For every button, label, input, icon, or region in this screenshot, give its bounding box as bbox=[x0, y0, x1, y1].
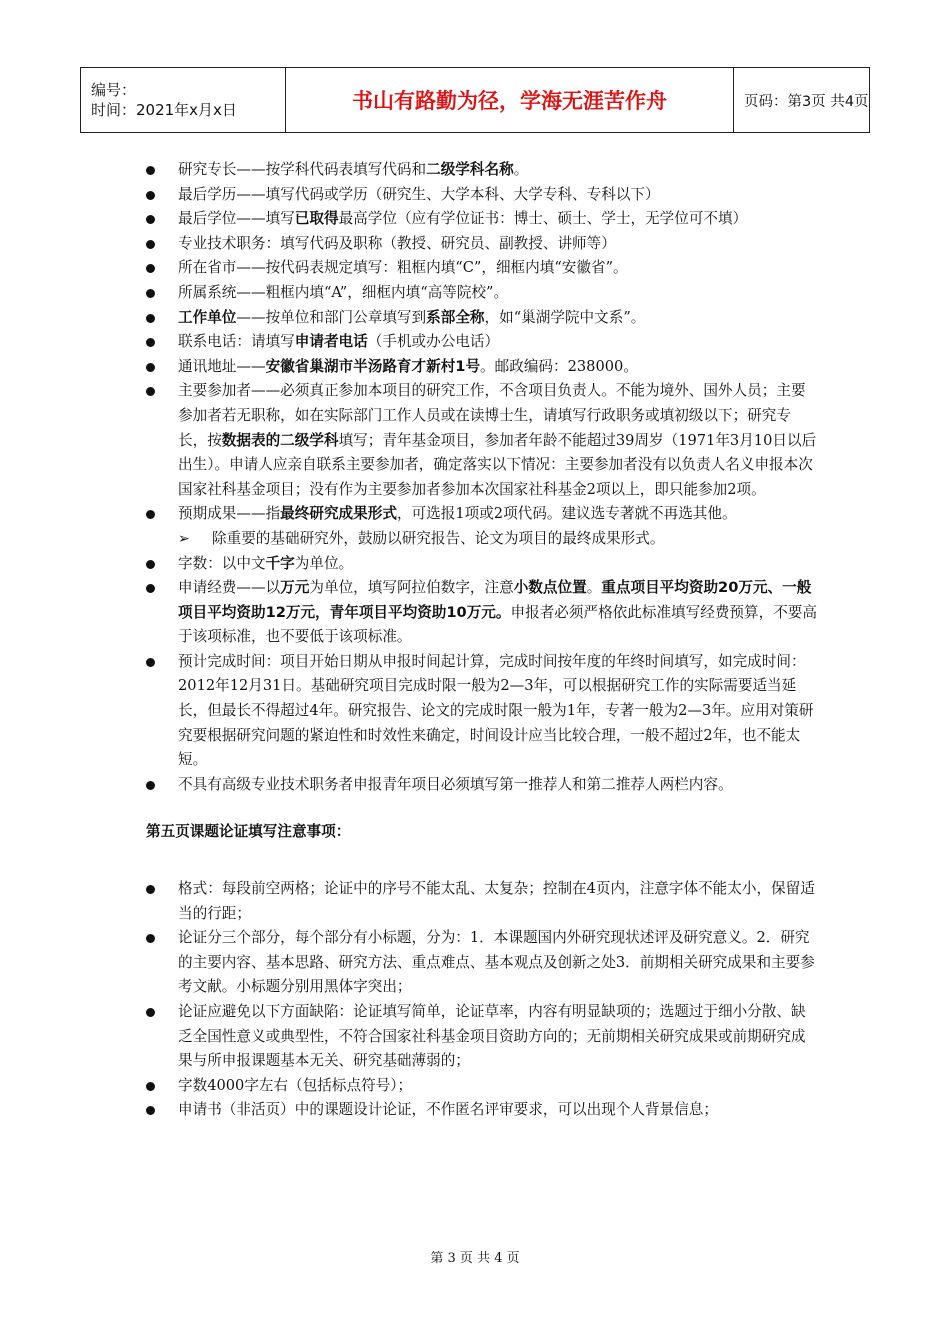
bold-text: 千字 bbox=[265, 554, 295, 572]
bullet-dot-icon bbox=[146, 387, 155, 396]
bullet-dot-icon bbox=[146, 510, 155, 519]
bullet-dot-icon bbox=[146, 240, 155, 249]
list-item bbox=[146, 207, 818, 232]
item-text: 。邮政编码：238000。 bbox=[480, 357, 638, 375]
bullet-dot-icon bbox=[146, 363, 155, 372]
list-item bbox=[146, 355, 818, 380]
bullet-dot-icon bbox=[146, 191, 155, 200]
bold-text: 已取得 bbox=[294, 210, 339, 228]
item-text: 通讯地址—— bbox=[178, 357, 266, 375]
item-text: 研究专长——按学科代码表填写代码和 bbox=[178, 161, 427, 178]
header-motto-cell bbox=[286, 68, 734, 132]
item-text: 申报者必须严格依此标准填写经费预算，不要高于该项标准，也不要低于该项标准。 bbox=[178, 603, 817, 646]
bold-text: 最终研究成果形式 bbox=[280, 505, 397, 523]
sub-item-text: 除重要的基础研究外，鼓励以研究报告、论文为项目的最终成果形式。 bbox=[212, 529, 665, 547]
bullet-dot-icon bbox=[146, 658, 155, 667]
item-text: 。 bbox=[586, 579, 602, 597]
bullet-dot-icon bbox=[146, 338, 155, 347]
item-text: ——按单位和部门公章填写到 bbox=[236, 308, 427, 326]
bullet-dot-icon bbox=[146, 584, 155, 593]
list-item bbox=[146, 926, 818, 1000]
list-item bbox=[146, 158, 818, 183]
header-table bbox=[80, 67, 870, 133]
bullet-dot-icon bbox=[146, 314, 155, 323]
document-body bbox=[146, 158, 818, 1123]
item-text: 最高学位（应有学位证书：博士、硕士、学士，无学位可不填） bbox=[338, 210, 748, 228]
item-text: 申请书（非活页）中的课题设计论证，不作匿名评审要求，可以出现个人背景信息； bbox=[178, 1101, 718, 1119]
list-item bbox=[146, 773, 818, 798]
sub-list-item bbox=[146, 527, 818, 552]
bullet-dot-icon bbox=[146, 1008, 155, 1017]
bullet-dot-icon bbox=[146, 289, 155, 298]
motto: 书山有路勤为径，学海无涯苦作舟 bbox=[352, 89, 667, 113]
bold-text: 工作单位 bbox=[178, 308, 237, 326]
bold-text: 申请者电话 bbox=[294, 333, 368, 351]
bullet-dot-icon bbox=[146, 166, 155, 175]
list-item bbox=[146, 576, 818, 650]
bold-text: 安徽省巢湖市半汤路育才新村1号 bbox=[265, 357, 481, 375]
bullet-list-mid bbox=[146, 552, 818, 798]
item-text: 。 bbox=[513, 161, 529, 178]
list-item bbox=[146, 502, 818, 527]
page-footer: 第 3 页 共 4 页 bbox=[430, 1251, 520, 1266]
item-text: 字数4000字左右（包括标点符号）； bbox=[178, 1076, 413, 1094]
item-text: 论证应避免以下方面缺陷：论证填写简单，论证草率，内容有明显缺项的；选题过于细小分散、缺乏全国性意义或典型性，不符合国家社科基金项目资助方向的；无前期相关研究成果或前期研究成果与所申报课题基本无关、研究基础薄弱的； bbox=[178, 1003, 806, 1070]
bold-text: 小数点位置 bbox=[513, 579, 587, 597]
item-text: 为单位。 bbox=[294, 554, 354, 572]
item-text: 不具有高级专业技术职务者申报青年项目必须填写第一推荐人和第二推荐人两栏内容。 bbox=[178, 775, 733, 793]
bullet-dot-icon bbox=[146, 560, 155, 569]
bullet-dot-icon bbox=[146, 934, 155, 943]
bullet-dot-icon bbox=[146, 1106, 155, 1115]
bullet-list-top bbox=[146, 158, 818, 527]
item-text: 论证分三个部分，每个部分有小标题，分为：1．本课题国内外研究现状述评及研究意义。2．研究的主要内容、基本思路、研究方法、重点难点、基本观点及创新之处3．前期相关研究成果和主要参考文献。小标题分别用黑体字突出； bbox=[178, 929, 815, 996]
item-text: 申请经费——以 bbox=[178, 579, 281, 597]
item-text: 所属系统——粗框内填“A”，细框内填“高等院校”。 bbox=[178, 283, 509, 301]
list-item bbox=[146, 1000, 818, 1074]
item-text: 预计完成时间：项目开始日期从申报时间起计算，完成时间按年度的年终时间填写，如完成时间：2012年12月31日。基础研究项目完成时限一般为2—3年，可以根据研究工作的实际需要适当延长，但最长不得超过4年。研究报告、论文的完成时限一般为1年，专著一般为2—3年。应用对策研究要根据研究问题的紧迫性和时效性来确定，时间设计应当比较合理，一般不超过2年，也不能太短。 bbox=[178, 652, 814, 769]
item-text: 格式：每段前空两格；论证中的序号不能太乱、太复杂；控制在4页内，注意字体不能太小，保留适当的行距； bbox=[178, 880, 815, 922]
bullet-dot-icon bbox=[146, 1082, 155, 1091]
item-text: 最后学位——填写 bbox=[178, 210, 295, 228]
bold-text: 万元 bbox=[280, 579, 310, 597]
list-item bbox=[146, 877, 818, 926]
bullet-dot-icon bbox=[146, 781, 155, 790]
item-text: 联系电话：请填写 bbox=[178, 333, 295, 351]
item-text: ，如“巢湖学院中文系”。 bbox=[484, 308, 646, 326]
list-item bbox=[146, 330, 818, 355]
item-text: ，可选报1项或2项代码。建议选专著就不再选其他。 bbox=[396, 505, 737, 523]
arrow-bullet-icon: ➢ bbox=[178, 530, 190, 547]
date-label: 时间：2021年x月x日 bbox=[91, 101, 237, 119]
header-left-cell bbox=[81, 68, 286, 132]
bold-text: 系部全称 bbox=[426, 308, 485, 326]
item-text: 所在省市——按代码表规定填写：粗框内填“C”，细框内填“安徽省”。 bbox=[178, 259, 628, 277]
bullet-dot-icon bbox=[146, 215, 155, 224]
list-item bbox=[146, 232, 818, 257]
bold-text: 二级学科名称 bbox=[426, 161, 514, 178]
list-item bbox=[146, 650, 818, 773]
list-item bbox=[146, 1074, 818, 1099]
number-label: 编号： bbox=[91, 81, 137, 99]
item-text: 最后学历——填写代码或学历（研究生、大学本科、大学专科、专科以下） bbox=[178, 185, 660, 203]
header-page-cell bbox=[734, 68, 869, 132]
list-item bbox=[146, 552, 818, 577]
item-text: 为单位，填写阿拉伯数字，注意 bbox=[309, 579, 514, 597]
list-item bbox=[146, 306, 818, 331]
list-item bbox=[146, 281, 818, 306]
item-text: 预期成果——指 bbox=[178, 505, 281, 523]
item-text: 字数：以中文 bbox=[178, 554, 266, 572]
item-text: 专业技术职务：填写代码及职称（教授、研究员、副教授、讲师等） bbox=[178, 234, 616, 252]
bold-text: 数据表的二级学科 bbox=[221, 431, 339, 449]
bold-text: 重点项目平均资助20万元、一般项目平均资助12万元，青年项目平均资助10万元。 bbox=[178, 579, 812, 621]
bullet-list-bottom bbox=[146, 877, 818, 1123]
list-item bbox=[146, 183, 818, 208]
item-text: 主要参加者——必须真正参加本项目的研究工作，不含项目负责人。不能为境外、国外人员；主要参加者若无职称，如在实际部门工作人员或在读博士生，请填写行政职务或填初级以下；研究专长，按 bbox=[178, 382, 806, 449]
bullet-dot-icon bbox=[146, 885, 155, 894]
list-item bbox=[146, 256, 818, 281]
page-info: 页码：第3页 共4页 bbox=[744, 93, 869, 110]
bullet-dot-icon bbox=[146, 264, 155, 273]
item-text: （手机或办公电话） bbox=[367, 333, 500, 351]
section-heading: 第五页课题论证填写注意事项： bbox=[146, 823, 351, 841]
item-text: 填写；青年基金项目，参加者年龄不能超过39周岁（1971年3月10日以后出生）。申请人应亲自联系主要参加者，确定落实以下情况：主要参加者没有以负责人名义申报本次国家社科基金项目；没有作为主要参加者参加本次国家社科基金2项以上，即只能参加2项。 bbox=[178, 431, 817, 498]
list-item bbox=[146, 1098, 818, 1123]
list-item bbox=[146, 379, 818, 502]
